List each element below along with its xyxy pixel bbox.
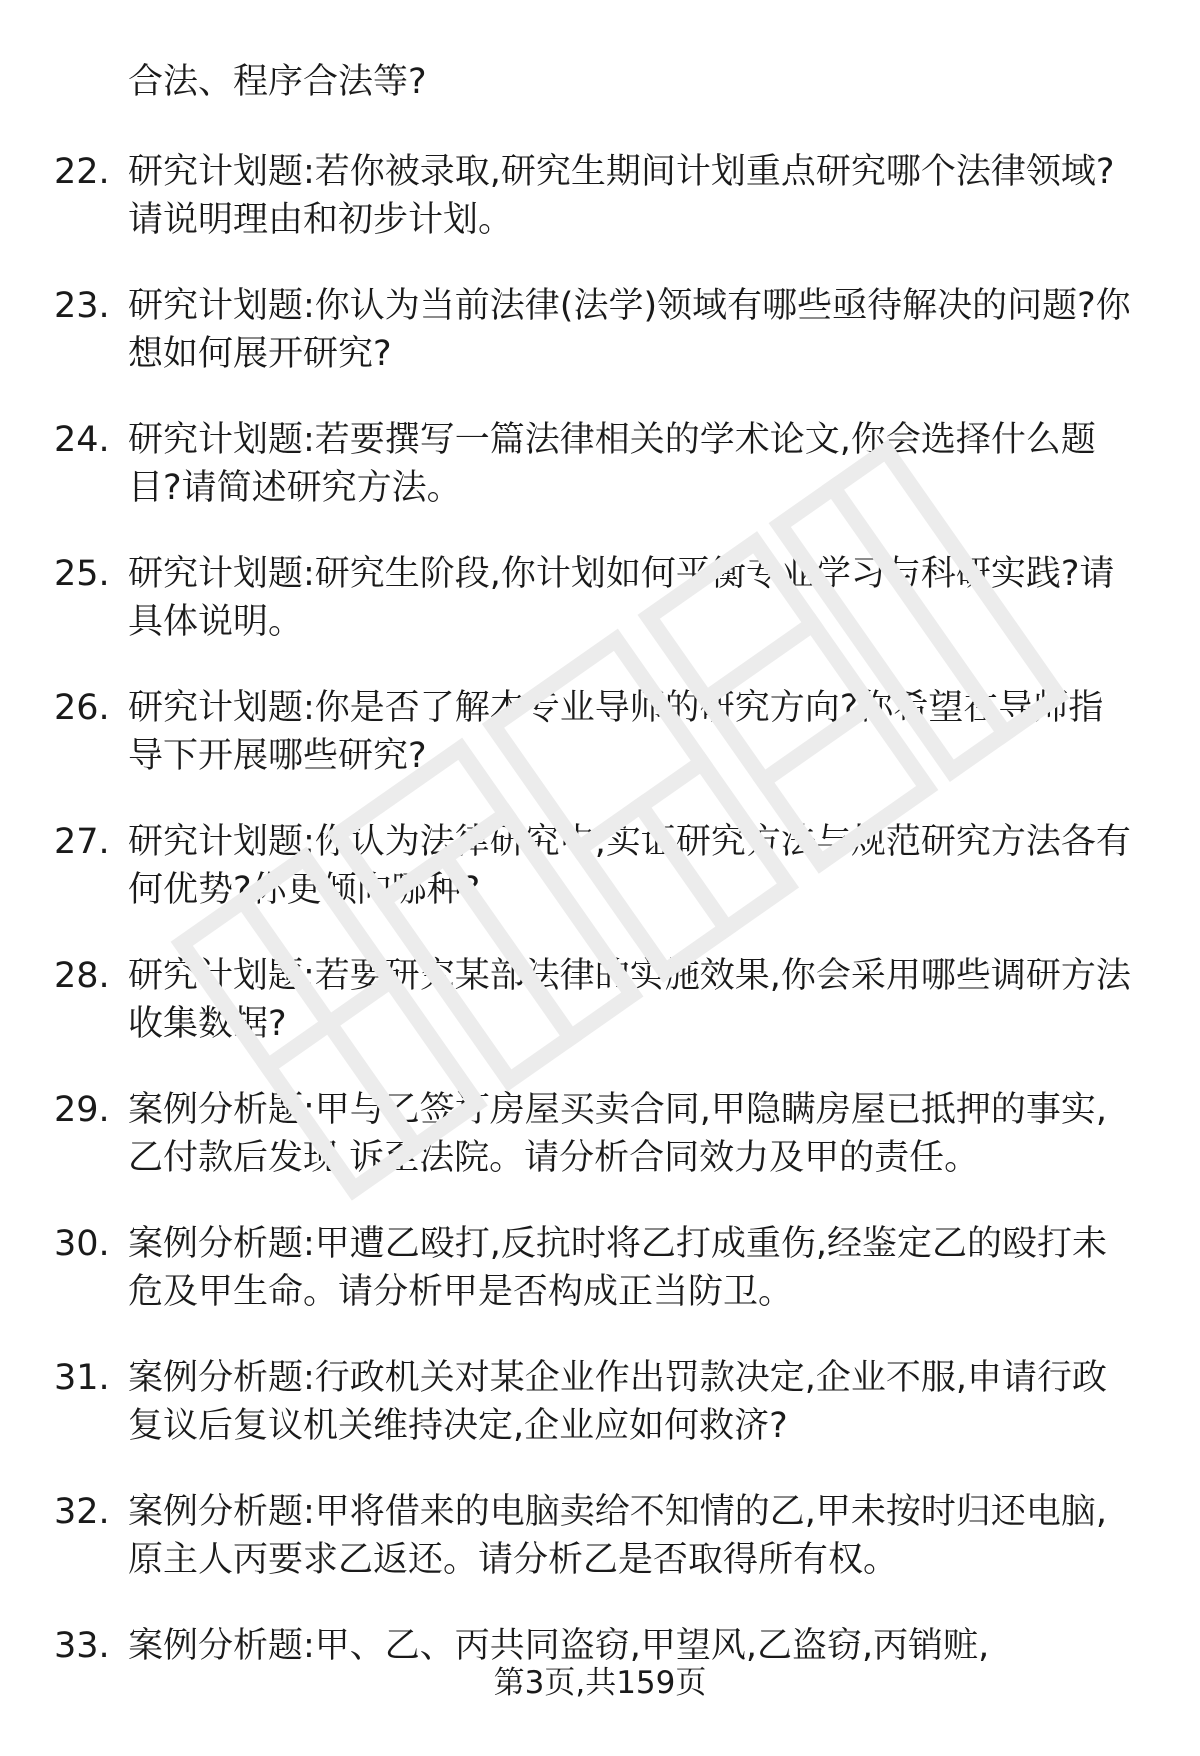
list-item bbox=[0, 148, 1200, 282]
question-text: 研究计划题:若要研究某部法律的实施效果,你会采用哪些调研方法收集数据? bbox=[128, 956, 1131, 1044]
question-text: 案例分析题:甲遭乙殴打,反抗时将乙打成重伤,经鉴定乙的殴打未危及甲生命。请分析甲是否构成正当防卫。 bbox=[128, 1224, 1108, 1312]
question-number: 22. bbox=[54, 152, 110, 192]
question-number: 27. bbox=[54, 822, 110, 862]
question-number: 25. bbox=[54, 554, 110, 594]
question-text: 案例分析题:甲将借来的电脑卖给不知情的乙,甲未按时归还电脑,原主人丙要求乙返还。请分析乙是否取得所有权。 bbox=[128, 1492, 1108, 1580]
list-item bbox=[0, 684, 1200, 818]
list-item bbox=[0, 952, 1200, 1086]
question-text: 研究计划题:你认为当前法律(法学)领域有哪些亟待解决的问题?你想如何展开研究? bbox=[128, 286, 1131, 374]
question-text: 案例分析题:甲与乙签订房屋买卖合同,甲隐瞒房屋已抵押的事实,乙付款后发现,诉至法院。请分析合同效力及甲的责任。 bbox=[128, 1090, 1108, 1178]
question-number: 30. bbox=[54, 1224, 110, 1264]
question-number: 33. bbox=[54, 1626, 110, 1666]
list-item bbox=[0, 1086, 1200, 1220]
question-text: 研究计划题:若你被录取,研究生期间计划重点研究哪个法律领域?请说明理由和初步计划。 bbox=[128, 152, 1115, 240]
question-number: 26. bbox=[54, 688, 110, 728]
list-item bbox=[0, 1220, 1200, 1354]
continuation-text: 合法、程序合法等? bbox=[128, 62, 427, 102]
question-text: 研究计划题:研究生阶段,你计划如何平衡专业学习与科研实践?请具体说明。 bbox=[128, 554, 1115, 642]
question-list bbox=[0, 148, 1200, 1756]
page-footer: 第3页,共159页 bbox=[493, 1665, 707, 1701]
question-number: 32. bbox=[54, 1492, 110, 1532]
list-item bbox=[0, 282, 1200, 416]
question-number: 24. bbox=[54, 420, 110, 460]
question-number: 28. bbox=[54, 956, 110, 996]
question-text: 研究计划题:你是否了解本专业导师的研究方向?你希望在导师指导下开展哪些研究? bbox=[128, 688, 1104, 776]
question-number: 31. bbox=[54, 1358, 110, 1398]
question-text: 研究计划题:你认为法律研究中,实证研究方法与规范研究方法各有何优势?你更倾向哪种? bbox=[128, 822, 1131, 910]
question-text: 案例分析题:甲、乙、丙共同盗窃,甲望风,乙盗窃,丙销赃, bbox=[128, 1626, 990, 1666]
list-item bbox=[0, 550, 1200, 684]
question-text: 研究计划题:若要撰写一篇法律相关的学术论文,你会选择什么题目?请简述研究方法。 bbox=[128, 420, 1096, 508]
list-item bbox=[0, 818, 1200, 952]
question-number: 29. bbox=[54, 1090, 110, 1130]
question-number: 23. bbox=[54, 286, 110, 326]
list-item bbox=[0, 1354, 1200, 1488]
list-item bbox=[0, 416, 1200, 550]
list-item bbox=[0, 1488, 1200, 1622]
question-text: 案例分析题:行政机关对某企业作出罚款决定,企业不服,申请行政复议后复议机关维持决定,企业应如何救济? bbox=[128, 1358, 1108, 1446]
